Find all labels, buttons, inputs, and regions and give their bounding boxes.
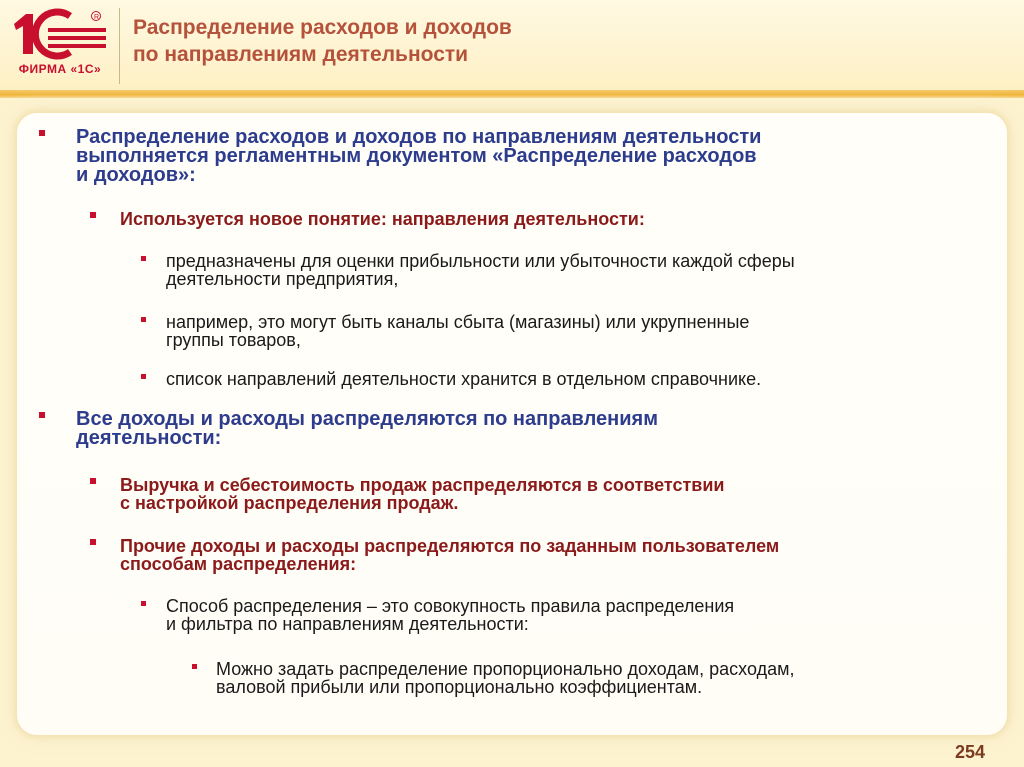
bullet-text-line: группы товаров, [166, 330, 301, 350]
bullet-text-line: деятельности: [76, 427, 222, 449]
bullet-text-line: Можно задать распределение пропорционально доходам, расходам, [216, 659, 795, 679]
bullet-text-line: Выручка и себестоимость продаж распределяются в соответствии [120, 475, 725, 495]
bullet-text-line: предназначены для оценки прибыльности или убыточности каждой сферы [166, 251, 795, 271]
bullet-level1 [76, 128, 761, 185]
svg-text:R: R [94, 14, 100, 21]
bullet-text-line: Используется новое понятие: направления деятельности: [120, 209, 645, 229]
bullet-marker [141, 601, 146, 606]
header-rule [0, 90, 1024, 98]
bullet-marker [39, 412, 45, 418]
bullet-marker [90, 478, 96, 484]
bullet-level2 [120, 537, 779, 573]
bullet-marker [192, 664, 197, 669]
bullet-text-line: например, это могут быть каналы сбыта (магазины) или укрупненные [166, 312, 750, 332]
bullet-text-line: и фильтра по направлениям деятельности: [166, 614, 529, 634]
bullet-level2 [120, 476, 724, 512]
bullet-text-line: способам распределения: [120, 554, 357, 574]
slide-title [133, 14, 512, 68]
slide-title-line: Распределение расходов и доходов [133, 16, 512, 39]
bullet-level1 [76, 410, 658, 448]
bullet-marker [141, 256, 146, 261]
logo-caption: ФИРМА «1С» [18, 62, 102, 76]
bullet-marker [90, 212, 96, 218]
bullet-marker [90, 539, 96, 545]
header-divider [119, 8, 120, 84]
bullet-level3 [166, 252, 795, 288]
bullet-marker [141, 374, 146, 379]
bullet-text-line: и доходов»: [76, 164, 196, 186]
bullet-text-line: Распределение расходов и доходов по направлениям деятельности [76, 126, 762, 148]
bullet-text-line: с настройкой распределения продаж. [120, 493, 459, 513]
slide-title-line: по направлениям деятельности [133, 43, 469, 66]
bullet-level2 [120, 210, 645, 228]
bullet-level3 [166, 370, 761, 388]
bullet-text-line: Прочие доходы и расходы распределяются по заданным пользователем [120, 536, 780, 556]
bullet-text-line: выполняется регламентным документом «Распределение расходов [76, 145, 757, 167]
bullet-text-line: список направлений деятельности хранится в отдельном справочнике. [166, 369, 762, 389]
1c-logo [8, 8, 116, 84]
bullet-level3 [166, 597, 734, 633]
bullet-level4 [216, 660, 794, 696]
bullet-marker [141, 317, 146, 322]
page-number: 254 [955, 742, 986, 762]
1c-logo-mark [8, 8, 116, 62]
bullet-marker [39, 130, 45, 136]
bullet-text-line: валовой прибыли или пропорционально коэффициентам. [216, 677, 703, 697]
bullet-text-line: Все доходы и расходы распределяются по направлениям [76, 408, 658, 430]
bullet-text-line: деятельности предприятия, [166, 269, 399, 289]
bullet-text-line: Способ распределения – это совокупность правила распределения [166, 596, 735, 616]
bullet-level3 [166, 313, 749, 349]
